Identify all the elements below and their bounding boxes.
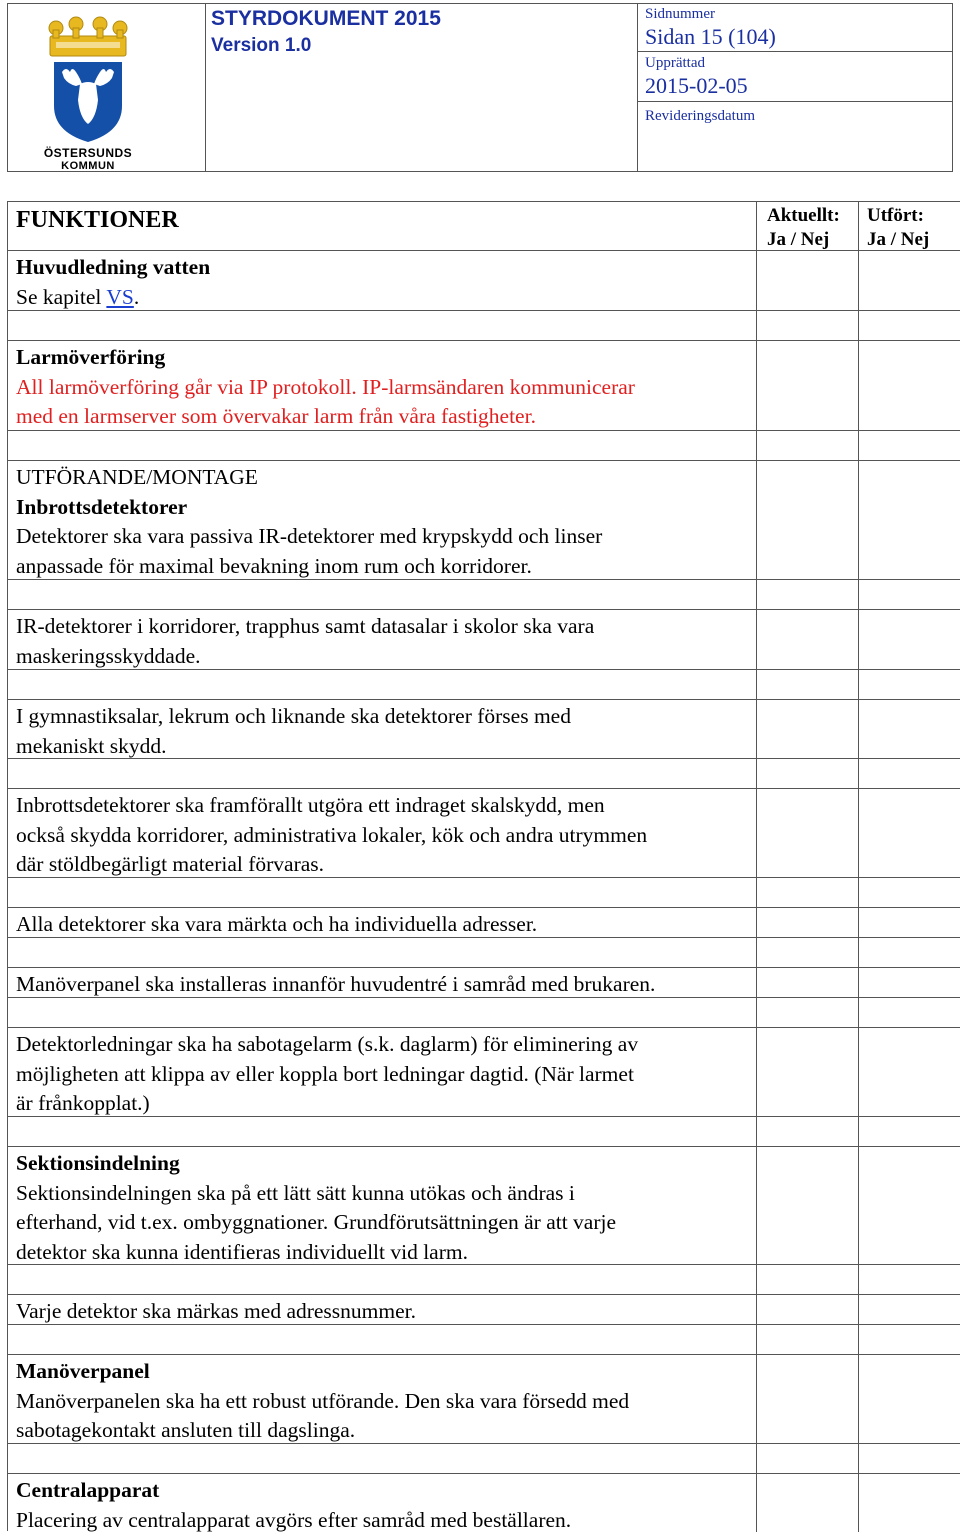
row-text-cell [8,1295,757,1324]
col-header-current [757,202,859,250]
row-text-cell [8,1117,757,1146]
row-text-cell [8,311,757,340]
done-cell[interactable] [859,670,960,699]
ir-text-line2: maskeringsskyddade. [16,642,748,672]
row-text-cell [8,968,757,997]
current-cell[interactable] [757,670,859,699]
done-cell[interactable] [859,1117,960,1146]
current-cell[interactable] [757,341,859,430]
huvudledning-heading: Huvudledning vatten [16,253,748,283]
header-title-cell [205,4,638,171]
current-header-line1: Aktuellt: [767,204,840,228]
done-cell[interactable] [859,938,960,967]
table-row [8,1028,960,1117]
ir-text-line1: IR-detektorer i korridorer, trapphus samt datasalar i skolor ska vara [16,612,748,642]
logo-cell [8,4,206,171]
done-cell[interactable] [859,789,960,877]
inbrott-text-line2: anpassade för maximal bevakning inom rum och korridorer. [16,552,748,582]
sabotage-text-line3: är frånkopplat.) [16,1089,748,1119]
done-cell[interactable] [859,908,960,937]
row-text-cell [8,1147,757,1264]
done-cell[interactable] [859,1295,960,1324]
created-date-value: 2015-02-05 [645,73,748,99]
row-text-cell [8,580,757,609]
current-cell[interactable] [757,610,859,669]
row-text-cell [8,670,757,699]
logo-text-line2: KOMMUN [8,160,168,172]
done-cell[interactable] [859,998,960,1027]
done-cell[interactable] [859,1325,960,1354]
row-text-cell [8,759,757,788]
done-header-line2: Ja / Nej [867,228,929,252]
sektion-heading: Sektionsindelning [16,1149,748,1179]
row-text-cell [8,1355,757,1443]
table-row [8,670,960,700]
done-cell[interactable] [859,1444,960,1473]
done-header-line1: Utfört: [867,204,929,228]
row-text-cell [8,998,757,1027]
panel-text-line1: Manöverpanelen ska ha ett robust utförande. Den ska vara försedd med [16,1387,748,1417]
current-cell[interactable] [757,998,859,1027]
sabotage-text-line2: möjligheten att klippa av eller koppla bort ledningar dagtid. (När larmet [16,1060,748,1090]
sektion-text-line1: Sektionsindelningen ska på ett lätt sätt kunna utökas och ändras i [16,1179,748,1209]
done-cell[interactable] [859,1474,960,1532]
current-cell[interactable] [757,1474,859,1532]
created-date-label: Upprättad [645,55,705,72]
functions-heading: FUNKTIONER [16,204,748,235]
table-row [8,461,960,580]
done-cell[interactable] [859,461,960,579]
table-row [8,878,960,908]
done-cell[interactable] [859,610,960,669]
table-row [8,1295,960,1325]
panel-heading: Manöverpanel [16,1357,748,1387]
current-cell[interactable] [757,1147,859,1264]
table-row [8,789,960,878]
row-text-cell [8,1444,757,1473]
row-text-cell [8,1325,757,1354]
current-cell[interactable] [757,1117,859,1146]
huvudledning-suffix: . [134,285,139,309]
current-cell[interactable] [757,1444,859,1473]
table-row [8,311,960,341]
larm-text-line2: med en larmserver som övervakar larm från våra fastigheter. [16,402,748,432]
page-number-cell [637,4,952,52]
current-cell[interactable] [757,700,859,758]
skal-text-line2: också skydda korridorer, administrativa lokaler, kök och andra utrymmen [16,821,748,851]
gym-text-line1: I gymnastiksalar, lekrum och liknande ska detektorer förses med [16,702,748,732]
markta-text: Alla detektorer ska vara märkta och ha individuella adresser. [16,910,748,940]
table-row [8,998,960,1028]
done-cell[interactable] [859,1147,960,1264]
table-row [8,1265,960,1295]
current-cell[interactable] [757,968,859,997]
current-cell[interactable] [757,461,859,579]
document-title: STYRDOKUMENT 2015 [211,7,441,31]
done-cell[interactable] [859,311,960,340]
central-heading: Centralapparat [16,1476,748,1506]
current-cell[interactable] [757,251,859,310]
row-text-cell [8,1474,757,1532]
table-row [8,610,960,670]
current-cell[interactable] [757,759,859,788]
row-text-cell [8,1265,757,1294]
table-row [8,1117,960,1147]
done-header [867,204,929,252]
table-header-row [8,202,960,251]
row-text-cell [8,938,757,967]
document-header [7,3,953,172]
table-row [8,938,960,968]
revision-date-cell [637,101,952,131]
page-number-value: Sidan 15 (104) [645,24,776,50]
current-cell[interactable] [757,878,859,907]
current-header-line2: Ja / Nej [767,228,840,252]
central-text-line1: Placering av centralapparat avgörs efter samråd med beställaren. [16,1506,748,1535]
table-row [8,251,960,311]
panel-text-line2: sabotagekontakt ansluten till dagslinga. [16,1416,748,1446]
header-meta-cell [637,4,952,171]
sabotage-text-line1: Detektorledningar ska ha sabotagelarm (s.k. daglarm) för eliminering av [16,1030,748,1060]
done-cell[interactable] [859,1028,960,1116]
done-cell[interactable] [859,580,960,609]
revision-date-label: Revideringsdatum [645,108,755,125]
current-cell[interactable] [757,1325,859,1354]
done-cell[interactable] [859,968,960,997]
current-cell[interactable] [757,431,859,460]
done-cell[interactable] [859,759,960,788]
table-row [8,700,960,759]
row-text-cell [8,251,757,310]
done-cell[interactable] [859,1355,960,1443]
row-text-cell [8,461,757,579]
table-row [8,759,960,789]
sektion-text-line2: efterhand, vid t.ex. ombyggnationer. Grundförutsättningen är att varje [16,1208,748,1238]
row-text-cell [8,1028,757,1116]
table-row [8,968,960,998]
logo-text-line1: ÖSTERSUNDS [8,146,168,160]
done-cell[interactable] [859,341,960,430]
current-cell[interactable] [757,1265,859,1294]
done-cell[interactable] [859,431,960,460]
adress-text: Varje detektor ska märkas med adressnummer. [16,1297,748,1327]
page-number-label: Sidnummer [645,6,715,23]
col-header-functions [8,202,757,250]
vs-chapter-link[interactable]: VS [106,285,133,309]
done-cell[interactable] [859,700,960,758]
huvudledning-text [16,283,748,313]
current-header [767,204,840,252]
col-header-done [859,202,960,250]
table-row [8,1474,960,1532]
table-row [8,908,960,938]
row-text-cell [8,341,757,430]
document-version: Version 1.0 [211,35,311,57]
inbrott-text-line1: Detektorer ska vara passiva IR-detektorer med krypskydd och linser [16,522,748,552]
table-row [8,1147,960,1265]
table-row [8,431,960,461]
table-row [8,580,960,610]
current-cell[interactable] [757,908,859,937]
row-text-cell [8,700,757,758]
manover-text: Manöverpanel ska installeras innanför huvudentré i samråd med brukaren. [16,970,748,1000]
functions-table [7,201,960,1531]
larm-text-line1: All larmöverföring går via IP protokoll. IP-larmsändaren kommunicerar [16,373,748,403]
row-text-cell [8,789,757,877]
current-cell[interactable] [757,1028,859,1116]
row-text-cell [8,610,757,669]
skal-text-line3: där stöldbegärligt material förvaras. [16,850,748,880]
utforande-heading: UTFÖRANDE/MONTAGE [16,463,748,493]
current-cell[interactable] [757,580,859,609]
done-cell[interactable] [859,251,960,310]
row-text-cell [8,431,757,460]
table-row [8,341,960,431]
table-row [8,1355,960,1444]
skal-text-line1: Inbrottsdetektorer ska framförallt utgöra ett indraget skalskydd, men [16,791,748,821]
ostersund-coat-of-arms-logo [46,14,130,144]
gym-text-line2: mekaniskt skydd. [16,732,748,762]
larm-heading: Larmöverföring [16,343,748,373]
current-cell[interactable] [757,1295,859,1324]
current-cell[interactable] [757,311,859,340]
row-text-cell [8,878,757,907]
current-cell[interactable] [757,938,859,967]
current-cell[interactable] [757,789,859,877]
done-cell[interactable] [859,878,960,907]
huvudledning-prefix: Se kapitel [16,285,106,309]
done-cell[interactable] [859,1265,960,1294]
created-date-cell [637,51,952,102]
sektion-text-line3: detektor ska kunna identifieras individuellt vid larm. [16,1238,748,1268]
current-cell[interactable] [757,1355,859,1443]
row-text-cell [8,908,757,937]
table-row [8,1325,960,1355]
table-row [8,1444,960,1474]
inbrott-heading: Inbrottsdetektorer [16,493,748,523]
